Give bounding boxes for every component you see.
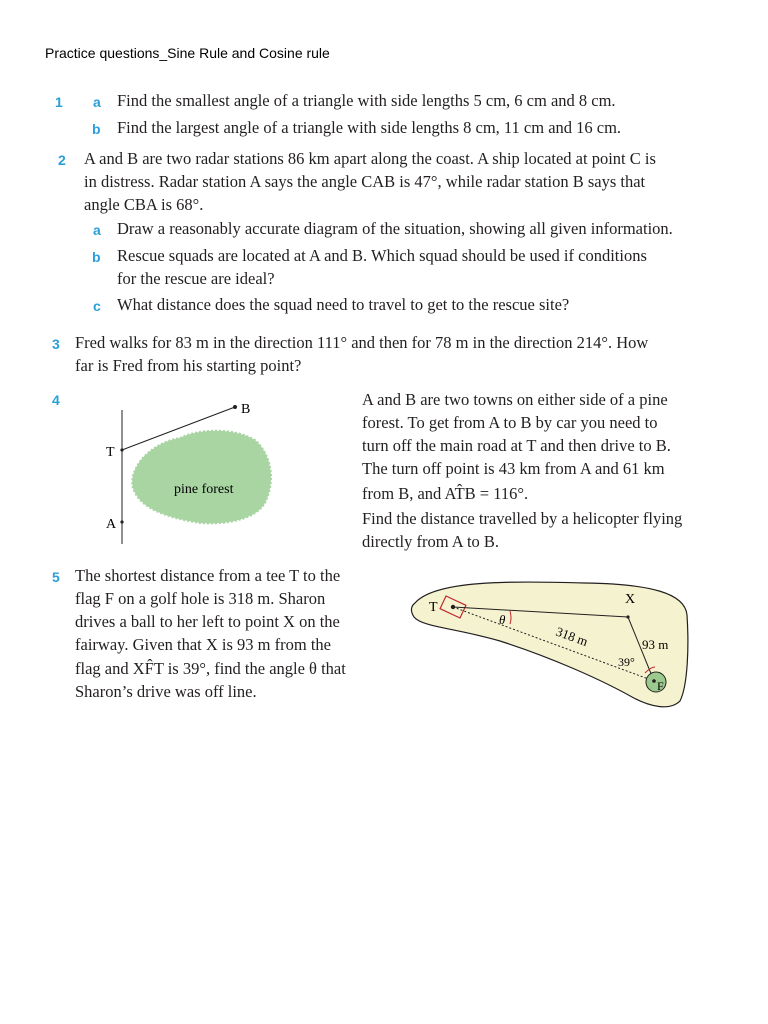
flag-dot bbox=[652, 679, 656, 683]
golf-hole-diagram bbox=[400, 575, 700, 715]
subquestion-label: a bbox=[93, 94, 101, 110]
question-text: Find the distance travelled by a helicopter flying bbox=[362, 509, 683, 528]
point-x-dot bbox=[626, 615, 629, 618]
label-39: 39° bbox=[618, 655, 635, 669]
point-a-dot bbox=[120, 520, 123, 523]
forest-label: pine forest bbox=[174, 482, 234, 497]
label-318: 318 m bbox=[553, 623, 590, 650]
question-text: turn off the main road at T and then drive to B. bbox=[362, 436, 671, 455]
question-text: flag F on a golf hole is 318 m. Sharon bbox=[75, 589, 326, 608]
subquestion-label: a bbox=[93, 222, 101, 238]
question-text: from B, and AT̂B = 116°. bbox=[362, 484, 529, 503]
question-text: drives a ball to her left to point X on the bbox=[75, 612, 340, 631]
question-number: 3 bbox=[52, 336, 60, 352]
question-text: Find the largest angle of a triangle with side lengths 8 cm, 11 cm and 16 cm. bbox=[117, 118, 622, 137]
question-text: Rescue squads are located at A and B. Which squad should be used if conditions bbox=[117, 246, 647, 265]
point-t-dot bbox=[120, 448, 123, 451]
question-text: angle CBA is 68°. bbox=[84, 195, 204, 214]
label-a: A bbox=[106, 517, 117, 532]
question-text: fairway. Given that X is 93 m from the bbox=[75, 635, 331, 654]
page-header: Practice questions_Sine Rule and Cosine rule bbox=[45, 45, 330, 61]
question-text: A and B are two radar stations 86 km apart along the coast. A ship located at point C is bbox=[84, 149, 656, 168]
question-text: What distance does the squad need to travel to get to the rescue site? bbox=[117, 295, 570, 314]
label-b: B bbox=[241, 402, 251, 417]
question-number: 2 bbox=[58, 152, 66, 168]
label-x: X bbox=[625, 592, 636, 607]
question-number: 1 bbox=[55, 94, 63, 110]
subquestion-label: c bbox=[93, 298, 101, 314]
question-text: Sharon’s drive was off line. bbox=[75, 682, 257, 701]
question-text: The shortest distance from a tee T to the bbox=[75, 566, 341, 585]
question-text: flag and XF̂T is 39°, find the angle θ that bbox=[75, 659, 346, 678]
label-t: T bbox=[429, 600, 438, 615]
question-text: Find the smallest angle of a triangle with side lengths 5 cm, 6 cm and 8 cm. bbox=[117, 91, 616, 110]
label-93: 93 m bbox=[642, 637, 669, 652]
question-text: in distress. Radar station A says the angle CAB is 47°, while radar station B says that bbox=[84, 172, 646, 191]
forest-shape bbox=[132, 431, 271, 524]
question-number: 4 bbox=[52, 392, 60, 408]
question-text: Fred walks for 83 m in the direction 111° and then for 78 m in the direction 214°. How bbox=[75, 333, 649, 352]
point-b-dot bbox=[233, 405, 237, 409]
question-text: forest. To get from A to B by car you need to bbox=[362, 413, 658, 432]
subquestion-label: b bbox=[92, 249, 101, 265]
question-text: for the rescue are ideal? bbox=[117, 269, 275, 288]
label-t: T bbox=[106, 445, 115, 460]
subquestion-label: b bbox=[92, 121, 101, 137]
label-f: F bbox=[657, 679, 664, 693]
pine-forest-diagram bbox=[95, 398, 295, 548]
question-text: directly from A to B. bbox=[362, 532, 500, 551]
question-text: The turn off point is 43 km from A and 61 km bbox=[362, 459, 665, 478]
question-text: Draw a reasonably accurate diagram of the situation, showing all given information. bbox=[117, 219, 673, 238]
question-text: far is Fred from his starting point? bbox=[75, 356, 302, 375]
label-theta: θ bbox=[499, 612, 506, 627]
question-text: A and B are two towns on either side of a pine bbox=[362, 390, 668, 409]
question-number: 5 bbox=[52, 569, 60, 585]
